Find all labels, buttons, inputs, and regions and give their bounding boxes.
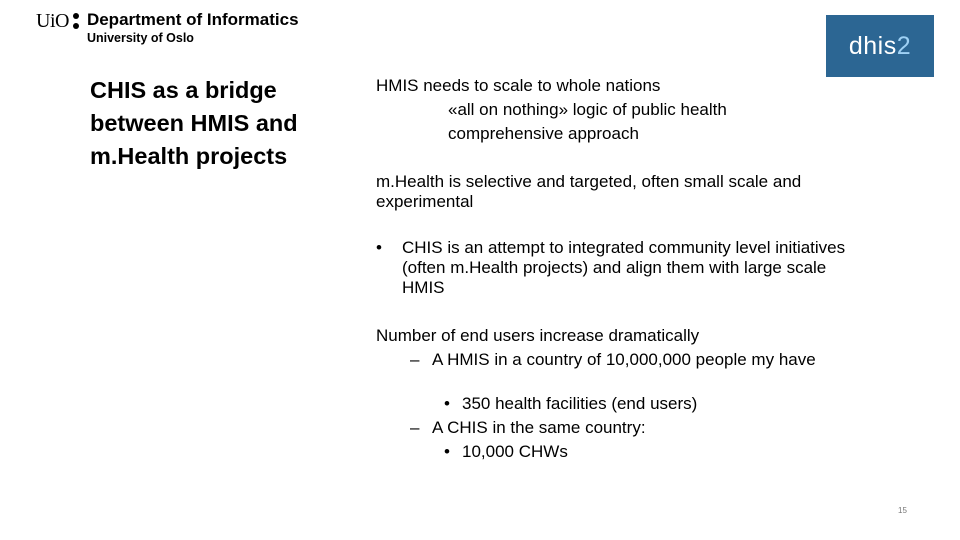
text-comprehensive: comprehensive approach xyxy=(448,124,639,143)
dash-icon: – xyxy=(410,418,420,437)
sub-bullet-text: 350 health facilities (end users) xyxy=(462,394,698,413)
bullet-text: CHIS is an attempt to integrated community level initiatives (often m.Health projects) and align them with large scale HMIS xyxy=(402,238,846,297)
dhis-logo-number: 2 xyxy=(896,31,912,60)
dash-text: A CHIS in the same country: xyxy=(432,418,646,437)
dash-item-hmis-country xyxy=(410,350,850,370)
uio-mark: UiO xyxy=(36,10,69,32)
sub-bullet-facilities xyxy=(444,394,697,414)
text-end-users: Number of end users increase dramatically xyxy=(376,326,700,345)
dhis-logo-text: dhis xyxy=(848,31,897,60)
sub-bullet-chws xyxy=(444,442,568,462)
university-name: University of Oslo xyxy=(86,31,194,45)
dhis2-logo xyxy=(826,15,934,77)
uio-dots-icon xyxy=(73,13,81,29)
bullet-icon: • xyxy=(376,238,382,257)
text-hmis-scale: HMIS needs to scale to whole nations xyxy=(376,76,661,95)
page-number: 15 xyxy=(898,506,907,515)
dash-icon: – xyxy=(410,350,420,369)
text-mhealth-selective: m.Health is selective and targeted, often small scale and experimental xyxy=(376,172,802,211)
bullet-chis-attempt xyxy=(376,238,846,298)
bullet-icon: • xyxy=(444,394,450,413)
department-name: Department of Informatics xyxy=(86,10,299,29)
uio-logo xyxy=(36,10,299,50)
uio-text xyxy=(87,10,299,46)
bullet-icon: • xyxy=(444,442,450,461)
text-all-or-nothing: «all on nothing» logic of public health xyxy=(448,100,727,119)
sub-bullet-text: 10,000 CHWs xyxy=(462,442,568,461)
dash-item-chis-country xyxy=(410,418,646,438)
slide-title: CHIS as a bridge between HMIS and m.Health projects xyxy=(90,77,298,169)
dash-text: A HMIS in a country of 10,000,000 people my have xyxy=(432,350,816,369)
